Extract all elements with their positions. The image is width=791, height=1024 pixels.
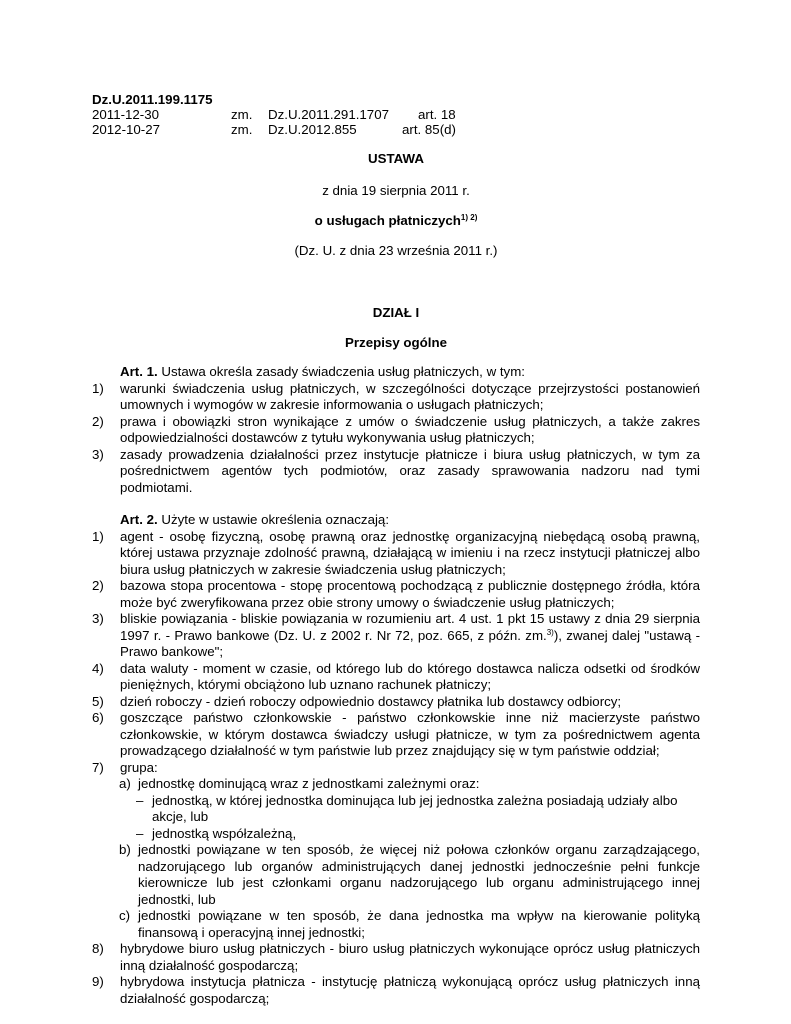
item-number: 8) <box>92 941 104 956</box>
item-text: agent - osobę fizyczną, osobę prawną oraz jednostkę organizacyjną niebędącą osobą prawną, której ustawa przyznaje zdolność prawną, działającą w imieniu i na rzecz instytucji płatniczej albo biura usług płatniczych w zakresie świadczenia usług płatniczych; <box>120 528 700 577</box>
item-text: hybrydowe biuro usług płatniczych - biuro usług płatniczych wykonujące oprócz usług płatniczych inną działalność gospodarczą; <box>120 941 700 973</box>
item-text-cont: ), zwanej dalej "ustawą - Prawo bankowe"; <box>120 627 700 659</box>
article-intro-text: Użyte w ustawie określenia oznaczają: <box>157 512 390 527</box>
item-text: goszczące państwo członkowskie - państwo członkowskie inne niż macierzyste państwo członkowskie, w którym dostawca świadczy usługi płatnicze, w tym za pośrednictwem agenta prowadzącego działalność w tym państwie lub przez znajdujący się w tym państwie oddział; <box>120 710 700 758</box>
item-number: 4) <box>92 660 104 676</box>
item-number: 3) <box>92 611 104 626</box>
act-subject-text: o usługach płatniczych <box>314 213 461 228</box>
item-text: bazowa stopa procentowa - stopę procentową pochodzącą z publicznie dostępnego źródła, która może być zweryfikowana przez obie strony umowy o świadczenie usług płatniczych; <box>120 578 700 610</box>
act-type: USTAWA <box>368 151 424 166</box>
sub-item-letter: a) <box>119 776 131 791</box>
article-label: Art. 1. <box>120 364 158 379</box>
dash-item <box>92 793 700 826</box>
sub-item <box>92 842 700 908</box>
list-item <box>92 414 700 447</box>
amendment-row <box>92 107 592 123</box>
footnote-ref: 1) 2) <box>460 213 478 222</box>
dash-item-text: jednostką, w której jednostka dominująca lub jej jednostka zależna posiadają udziały albo akcje, lub <box>152 792 678 824</box>
list-item <box>92 974 700 1007</box>
sub-item-text: jednostkę dominującą wraz z jednostkami zależnymi oraz: <box>138 776 480 791</box>
dash-marker: – <box>136 792 144 808</box>
item-text: dzień roboczy - dzień roboczy odpowiednio dostawcy płatnika lub dostawcy odbiorcy; <box>120 693 622 709</box>
article-1-intro <box>92 364 700 381</box>
item-number: 1) <box>92 528 104 544</box>
article-intro-text: Ustawa określa zasady świadczenia usług płatniczych, w tym: <box>157 364 525 379</box>
item-text: bliskie powiązania - bliskie powiązania w rozumieniu art. 4 ust. 1 pkt 15 ustawy z dnia 29 sierpnia 1997 r. - Prawo bankowe (Dz. U. z 2002 r. Nr 72, poz. 665, z późn. zm. <box>120 611 700 643</box>
list-item <box>92 611 700 661</box>
sub-item-letter: b) <box>119 842 131 857</box>
act-subject <box>92 213 700 229</box>
item-number: 9) <box>92 974 104 989</box>
amendment-ref: Dz.U.2011.291.1707 <box>268 107 389 122</box>
article-label: Art. 2. <box>120 512 158 527</box>
article-2-intro <box>92 512 700 529</box>
sub-item-text: jednostki powiązane w ten sposób, że więcej niż połowa członków organu zarządzającego, nadzorującego lub organów administrujących danej jednostki jednocześnie pełni funkcje kierownicze lub jest członkami organu nadzorującego lub organu administrującego innej jednostki, lub <box>138 842 700 907</box>
amendment-ref: Dz.U.2012.855 <box>268 122 357 137</box>
list-item <box>92 760 700 777</box>
item-text: prawa i obowiązki stron wynikające z umów o świadczenie usług płatniczych, a także zakres odpowiedzialności dostawców z tytułu wykonywania usług płatniczych; <box>120 413 700 445</box>
item-text: zasady prowadzenia działalności przez instytucje płatnicze i biura usług płatniczych, w tym za pośrednictwem agentów tych podmiotów, oraz zasady sprawowania nadzoru nad tymi podmiotami. <box>120 446 700 495</box>
amendment-art: art. 18 <box>418 107 456 122</box>
item-text: warunki świadczenia usług płatniczych, w szczególności dotyczące przejrzystości postanowień umownych i wymogów w zakresie informowania o usługach płatniczych; <box>120 380 700 412</box>
item-number: 3) <box>92 446 104 462</box>
list-item <box>92 529 700 579</box>
list-item <box>92 710 700 760</box>
document-body <box>92 364 700 1007</box>
item-text: data waluty - moment w czasie, od którego lub do którego dostawca nalicza odsetki od środków pieniężnych, którymi obciążono lub uznano rachunek płatniczy; <box>120 660 700 692</box>
item-number: 6) <box>92 710 104 725</box>
amendment-art: art. 85(d) <box>402 122 456 137</box>
amendment-zm: zm. <box>231 107 253 122</box>
sub-item <box>92 776 700 793</box>
act-publication: (Dz. U. z dnia 23 września 2011 r.) <box>294 243 498 258</box>
amendment-date: 2011-12-30 <box>92 107 160 122</box>
amendment-row <box>92 122 592 138</box>
item-number: 1) <box>92 380 104 396</box>
item-text: hybrydowa instytucja płatnicza - instytucję płatniczą wykonującą oprócz usług płatniczych inną działalność gospodarczą; <box>120 974 700 1006</box>
document-id: Dz.U.2011.199.1175 <box>92 92 213 107</box>
sub-item <box>92 908 700 941</box>
item-number: 2) <box>92 413 104 429</box>
dash-item <box>92 826 700 843</box>
sub-item-letter: c) <box>119 908 131 923</box>
amendment-date: 2012-10-27 <box>92 122 161 137</box>
section-name: DZIAŁ I <box>372 305 420 320</box>
list-item <box>92 661 700 694</box>
list-item <box>92 578 700 611</box>
act-date: z dnia 19 sierpnia 2011 r. <box>322 183 470 198</box>
list-item <box>92 941 700 974</box>
list-item <box>92 694 700 711</box>
item-text: grupa: <box>120 759 158 775</box>
sub-item-text: jednostki powiązane w ten sposób, że dana jednostka ma wpływ na kierowanie polityką finansową i operacyjną innej jednostki; <box>138 908 700 940</box>
section-title: Przepisy ogólne <box>345 335 447 350</box>
dash-item-text: jednostką współzależną, <box>152 825 297 841</box>
amendment-zm: zm. <box>231 122 253 137</box>
list-item <box>92 381 700 414</box>
dash-marker: – <box>136 825 144 841</box>
footnote-ref: 3) <box>546 627 554 637</box>
item-number: 2) <box>92 578 104 593</box>
item-number: 5) <box>92 693 104 709</box>
item-number: 7) <box>92 759 104 775</box>
list-item <box>92 447 700 497</box>
